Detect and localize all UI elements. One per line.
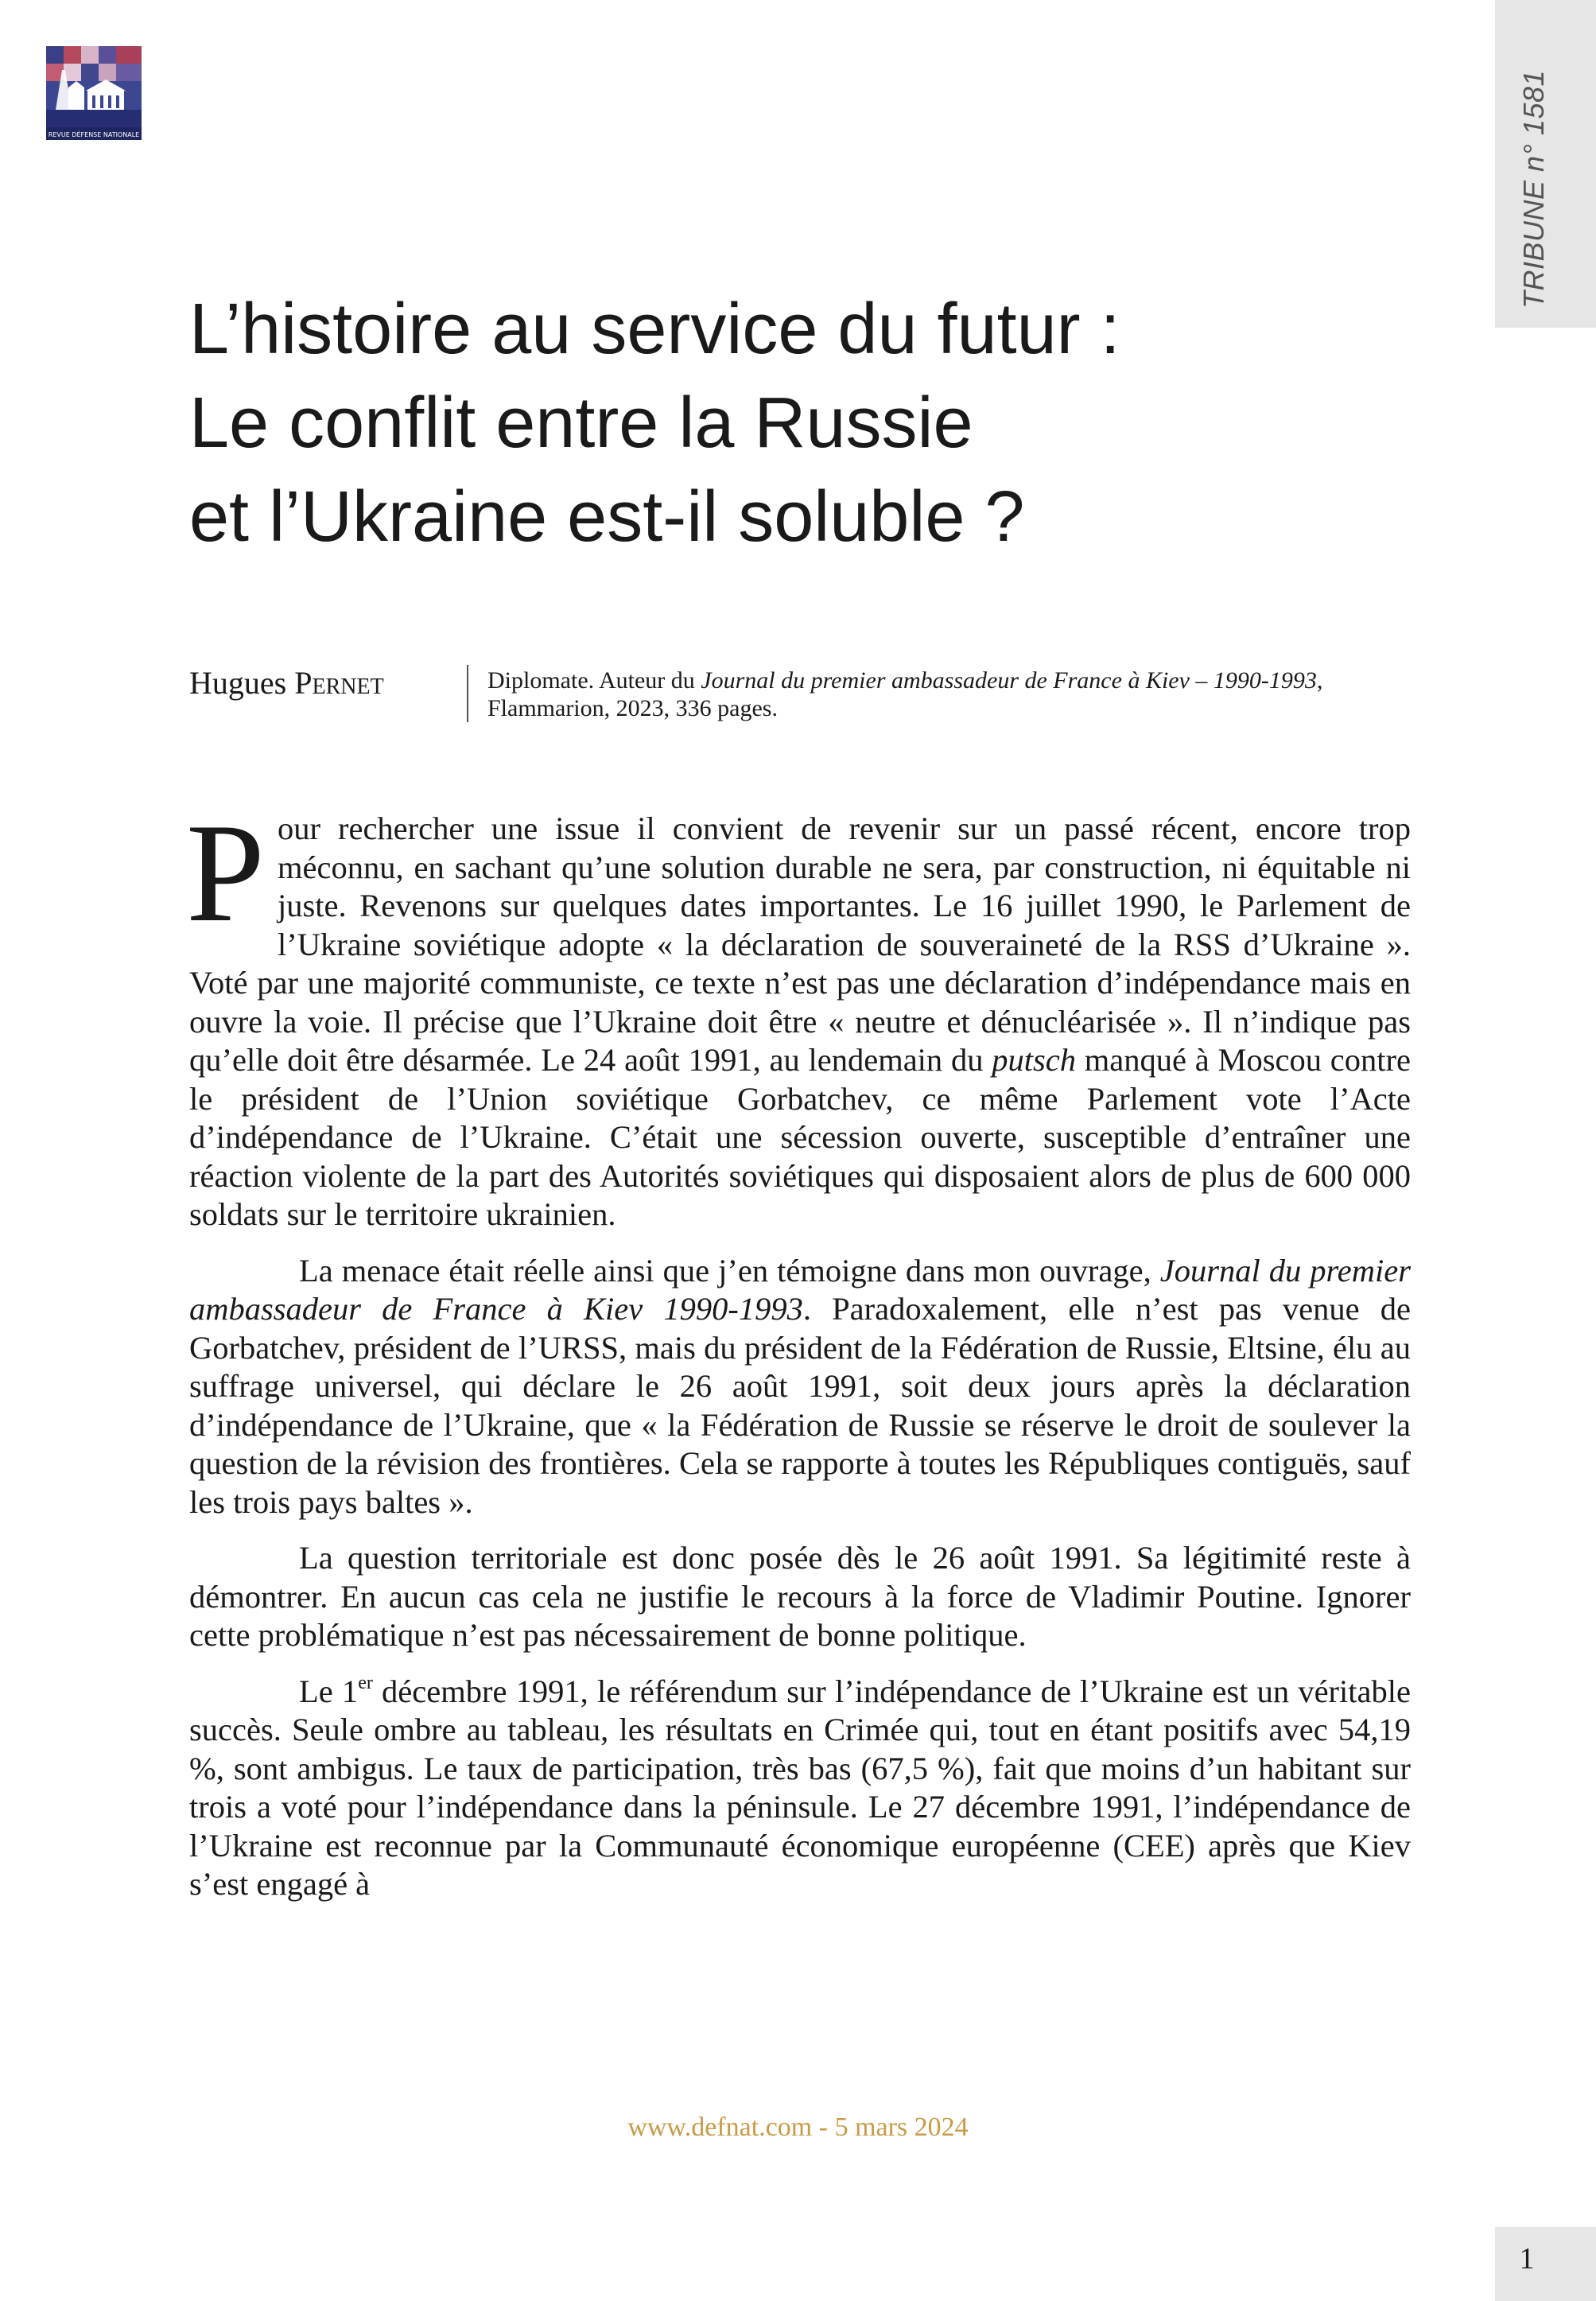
tribune-number-label: TRIBUNE n° 1581 (1517, 69, 1550, 309)
author-description: Diplomate. Auteur du Journal du premier ambassadeur de France à Kiev – 1990-1993, Flammarion, 2023, 336 pages. (487, 667, 1323, 721)
author-divider (467, 665, 468, 722)
title-line-3: et l’Ukraine est-il soluble ? (189, 477, 1025, 557)
logo-caption: REVUE DÉFENSE NATIONALE (48, 131, 140, 138)
paragraph-1: Pour rechercher une issue il convient de revenir sur un passé récent, encore trop méconnu, en sachant qu’une solution durable ne sera, par construction, ni équitable ni juste. Revenons sur quelques dates importantes. Le 16 juillet 1990, le Parlement de l’Ukraine soviétique adopte « la déclaration de souveraineté de la RSS d’Ukraine ». Voté par une majorité communiste, ce texte n’est pas une déclaration d’indépendance mais en ouvre la voie. Il précise que l’Ukraine doit être « neutre et dénucléarisée ». Il n’indique pas qu’elle doit être désarmée. Le 24 août 1991, au lendemain du putsch manqué à Moscou contre le président de l’Union soviétique Gorbatchev, ce même Parlement vote l’Acte d’indépendance de l’Ukraine. C’était une sécession ouverte, susceptible d’entraîner une réaction violente de la part des Autorités soviétiques qui disposaient alors de plus de 600 000 soldats sur le territoire ukrainien. (186, 794, 1411, 1232)
drop-cap: P (186, 794, 265, 951)
footer-website-date[interactable]: www.defnat.com - 5 mars 2024 (627, 2112, 969, 2142)
book-title: Journal du premier ambassadeur de France à Kiev – 1990-1993 (701, 667, 1317, 694)
article-title (189, 282, 1430, 564)
article-body (186, 794, 1411, 1922)
author-first-name: Hugues (189, 665, 287, 701)
revue-logo (46, 46, 142, 140)
author-last-name: Pernet (294, 665, 384, 701)
paragraph-3: La question territoriale est donc posée dès le 26 août 1991. Sa légitimité reste à démontrer. En aucun cas cela ne justifie le recours à la force de Vladimir Poutine. Ignorer cette problématique n’est pas nécessairement de bonne politique. (189, 1540, 1411, 1653)
paragraph-4: Le 1er décembre 1991, le référendum sur l’indépendance de l’Ukraine est un véritable succès. Seule ombre au tableau, les résultats en Crimée qui, tout en étant positifs avec 54,19 %, sont ambigus. Le taux de participation, très bas (67,5 %), fait que moins d’un habitant sur trois a voté pour l’indépendance dans la péninsule. Le 27 décembre 1991, l’indépendance de l’Ukraine est reconnue par la Communauté économique européenne (CEE) après que Kiev s’est engagé à (189, 1673, 1411, 1902)
title-line-2: Le conflit entre la Russie (189, 383, 973, 463)
title-line-1: L’histoire au service du futur : (189, 290, 1120, 369)
paragraph-2: La menace était réelle ainsi que j’en témoigne dans mon ouvrage, Journal du premier ambassadeur de France à Kiev 1990-1993. Paradoxalement, elle n’est pas venue de Gorbatchev, président de l’URSS, mais du président de la Fédération de Russie, Eltsine, élu au suffrage universel, qui déclare le 26 août 1991, soit deux jours après la déclaration d’indépendance de l’Ukraine, que « la Fédération de Russie se réserve le droit de soulever la question de la révision des frontières. Cela se rapporte à toutes les Républiques contiguës, sauf les trois pays baltes ». (189, 1252, 1411, 1520)
author-name (189, 664, 384, 702)
page-number: 1 (1519, 2242, 1535, 2276)
